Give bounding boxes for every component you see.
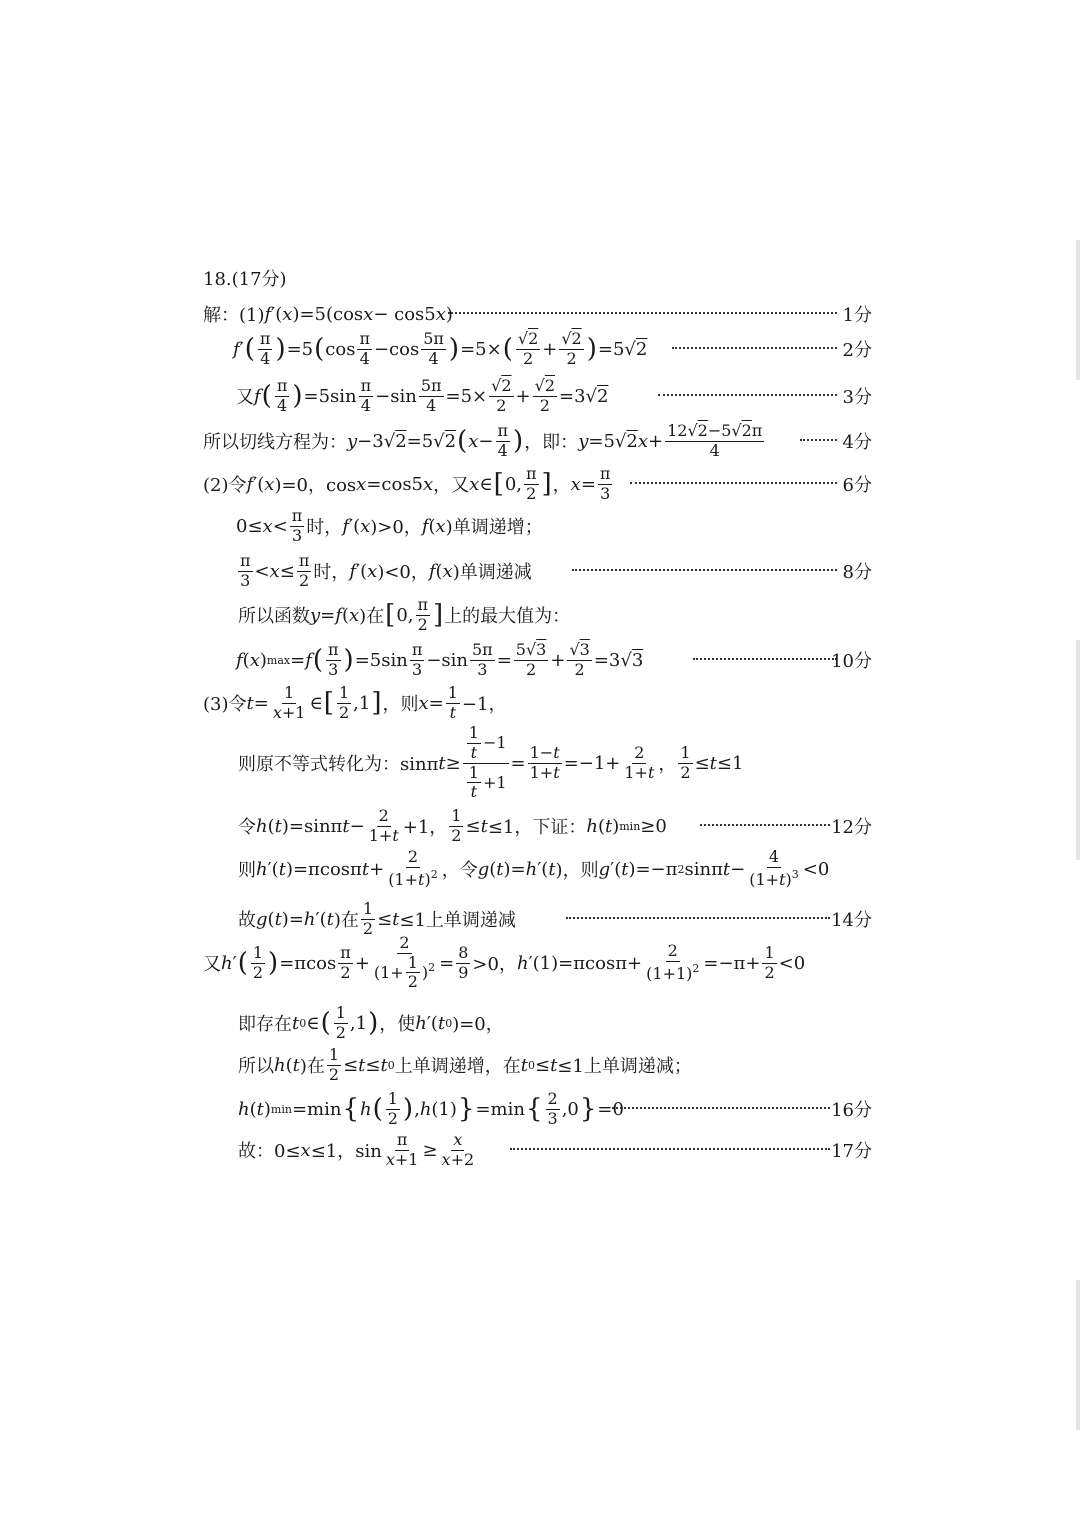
line-text: 所以 h ( t )在 1 2 ≤ t ≤ t 0 上单调递增，在 t 0 ≤ t ≤1上单调递减； <box>238 1044 692 1084</box>
solution-line <box>0 932 1080 992</box>
solution-line <box>0 1000 1080 1046</box>
solution-line <box>0 461 1080 507</box>
solution-line <box>0 637 1080 683</box>
solution-line <box>0 896 1080 942</box>
score: 1分 <box>842 305 872 326</box>
score: 8分 <box>842 562 872 583</box>
solution-line <box>0 722 1080 802</box>
line-text: 故 g ( t )= h ′( t )在 1 2 ≤ t ≤1上单调递减 <box>238 898 516 938</box>
score: 2分 <box>842 340 872 361</box>
line-text: π 3 < x ≤ π 2 时， f ′( x )<0， f ( x )单调递减 <box>240 550 532 590</box>
solution-line <box>0 503 1080 549</box>
line-text: f ( x ) max = f ( π 3 ) =5sin π 3 −sin 5π 3 = 5√3 2 + √3 2 =3√ 3 <box>236 639 644 679</box>
line-text: 0≤ x < π 3 时， f ′( x )>0， f ( x )单调递增； <box>236 505 543 545</box>
solution-line <box>0 846 1080 892</box>
solution-line <box>0 1127 1080 1173</box>
score: 3分 <box>842 387 872 408</box>
score: 17分 <box>831 1141 872 1162</box>
score: 10分 <box>831 651 872 672</box>
solution-line <box>0 373 1080 419</box>
line-text: 故：0≤ x ≤1，sin π x+1 ≥ x x+2 <box>238 1129 475 1169</box>
dot-leader <box>572 569 837 571</box>
solution-line <box>0 803 1080 849</box>
dot-leader <box>630 482 837 484</box>
score: 12分 <box>831 817 872 838</box>
dot-leader <box>672 347 837 349</box>
dot-leader <box>566 917 830 919</box>
line-text: 即存在 t 0 ∈ ( 1 2 ,1 ) ，使 h ′( t 0 )=0， <box>238 1002 504 1042</box>
solution-line <box>0 1042 1080 1088</box>
solution-line <box>0 326 1080 372</box>
solution-line <box>0 680 1080 726</box>
line-text: f ′ ( π 4 ) =5 ( cos π 4 −cos 5π 4 ) =5× ( √2 2 + √2 2 ) =5√ 2 <box>233 328 648 368</box>
line-text: (2)令 f ′( x )=0，cos x =cos5 x ，又 x ∈ [ 0, π 2 ] ， x = π 3 <box>203 463 611 503</box>
dot-leader <box>612 1107 830 1109</box>
dot-leader <box>800 439 837 441</box>
line-text: (3)令 t = 1 x+1 ∈ [ 1 2 ,1 ] ，则 x = 1 t −1， <box>203 682 507 722</box>
solution-line <box>0 418 1080 464</box>
score: 16分 <box>831 1100 872 1121</box>
line-text: 又 f ( π 4 ) =5sin π 4 −sin 5π 4 =5× √2 2 + √2 2 =3√ 2 <box>236 375 609 415</box>
dot-leader <box>448 312 837 314</box>
score: 4分 <box>842 432 872 453</box>
line-text: 则原不等式转化为：sinπ t ≥ $\frac{1}{t}$ −1 $\frac{1}{t}$ +1 = 1−t 1+t =−1+ 2 1+t ， 1 2 ≤ t ≤1 <box>238 722 744 802</box>
line-text: 又 h ′ ( 1 2 ) =πcos π 2 + 2 (1+ $\frac{1}{2}$ )$^2$ = 8 9 >0， h ′(1)=πcosπ+ 2 $(1+1)^2$ =−π+ 1 2 <0 <box>203 932 806 992</box>
line-text: 所以切线方程为： y −3√ 2 =5√ 2 ( x − π 4 ) ，即： y =5√ 2 x + 12√2−5√2π 4 <box>203 420 763 460</box>
solution-line <box>0 548 1080 594</box>
score: 6分 <box>842 475 872 496</box>
scan-edge-shadow <box>1076 1280 1080 1430</box>
dot-leader <box>658 394 837 396</box>
solution-line <box>0 592 1080 638</box>
line-text: 解：(1) f ′( x )=5(cos x − cos5 x ) <box>203 303 453 326</box>
line-text: 令 h ( t )=sinπ t − 2 1+t +1， 1 2 ≤ t ≤1，下证： h ( t ) min ≥0 <box>238 805 667 845</box>
line-text: 所以函数 y = f ( x )在 [ 0, π 2 ] 上的最大值为： <box>238 594 571 634</box>
dot-leader <box>693 658 837 660</box>
line-text: 则 h ′( t )=πcosπ t + 2 $(1+t)^2$ ，令 g ( t )= h ′( t )，则 g ′( t )=−π 2 sinπ t − 4 $(1+t)^3$ <0 <box>238 847 830 889</box>
dot-leader <box>510 1148 830 1150</box>
line-text: h ( t ) min =min { h ( 1 2 ) , h (1) } =min { 2 3 ,0 } =0 <box>238 1088 624 1128</box>
dot-leader <box>700 824 830 826</box>
solution-line <box>0 1086 1080 1132</box>
problem-title: 18.(17分) <box>203 269 287 290</box>
score: 14分 <box>831 910 872 931</box>
